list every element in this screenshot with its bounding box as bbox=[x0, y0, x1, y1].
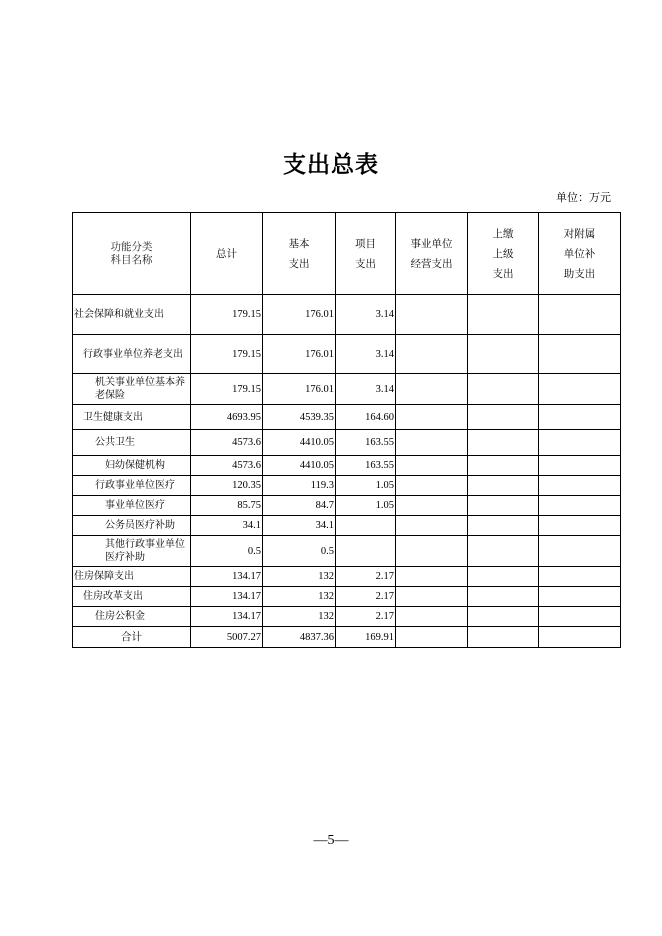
row-project: 3.14 bbox=[336, 374, 396, 405]
total-business bbox=[396, 627, 468, 648]
row-upper bbox=[468, 607, 539, 627]
row-total: 179.15 bbox=[191, 335, 263, 374]
row-business bbox=[396, 405, 468, 430]
row-business bbox=[396, 516, 468, 536]
expenditure-table bbox=[72, 212, 621, 648]
table-row bbox=[73, 405, 621, 430]
row-business bbox=[396, 335, 468, 374]
row-total: 179.15 bbox=[191, 295, 263, 335]
table-row bbox=[73, 567, 621, 587]
header-row bbox=[73, 213, 621, 295]
row-upper bbox=[468, 536, 539, 567]
header-business: 事业单位 经营支出 bbox=[396, 213, 468, 295]
row-upper bbox=[468, 567, 539, 587]
row-basic: 84.7 bbox=[263, 496, 336, 516]
row-total: 134.17 bbox=[191, 607, 263, 627]
row-basic: 176.01 bbox=[263, 295, 336, 335]
row-upper bbox=[468, 374, 539, 405]
row-business bbox=[396, 430, 468, 456]
row-business bbox=[396, 567, 468, 587]
row-basic: 176.01 bbox=[263, 374, 336, 405]
page-number: —5— bbox=[313, 833, 349, 848]
table-row bbox=[73, 430, 621, 456]
row-upper bbox=[468, 496, 539, 516]
row-project: 3.14 bbox=[336, 295, 396, 335]
row-total: 34.1 bbox=[191, 516, 263, 536]
row-basic: 132 bbox=[263, 587, 336, 607]
row-subsidy bbox=[539, 516, 621, 536]
total-label: 合计 bbox=[73, 627, 191, 648]
unit-label: 单位：万元 bbox=[556, 191, 611, 204]
row-subsidy bbox=[539, 536, 621, 567]
row-project: 164.60 bbox=[336, 405, 396, 430]
total-row bbox=[73, 627, 621, 648]
row-name: 住房改革支出 bbox=[73, 587, 191, 607]
row-name: 住房保障支出 bbox=[73, 567, 191, 587]
table-row bbox=[73, 335, 621, 374]
row-basic: 132 bbox=[263, 607, 336, 627]
total-basic: 4837.36 bbox=[263, 627, 336, 648]
row-subsidy bbox=[539, 496, 621, 516]
row-upper bbox=[468, 456, 539, 476]
row-name: 事业单位医疗 bbox=[73, 496, 191, 516]
row-basic: 34.1 bbox=[263, 516, 336, 536]
row-business bbox=[396, 476, 468, 496]
row-subsidy bbox=[539, 405, 621, 430]
row-name: 其他行政事业单位医疗补助 bbox=[73, 536, 191, 567]
total-sum: 5007.27 bbox=[191, 627, 263, 648]
row-upper bbox=[468, 476, 539, 496]
header-total: 总计 bbox=[191, 213, 263, 295]
header-subsidy: 对附属 单位补 助支出 bbox=[539, 213, 621, 295]
row-name: 住房公积金 bbox=[73, 607, 191, 627]
table-row bbox=[73, 587, 621, 607]
row-upper bbox=[468, 430, 539, 456]
row-upper bbox=[468, 405, 539, 430]
total-subsidy bbox=[539, 627, 621, 648]
row-project: 1.05 bbox=[336, 496, 396, 516]
row-basic: 176.01 bbox=[263, 335, 336, 374]
row-subsidy bbox=[539, 607, 621, 627]
row-project bbox=[336, 536, 396, 567]
row-project: 163.55 bbox=[336, 456, 396, 476]
row-business bbox=[396, 536, 468, 567]
row-business bbox=[396, 496, 468, 516]
row-subsidy bbox=[539, 476, 621, 496]
row-name: 机关事业单位基本养老保险 bbox=[73, 374, 191, 405]
row-project: 2.17 bbox=[336, 587, 396, 607]
row-subsidy bbox=[539, 374, 621, 405]
row-basic: 132 bbox=[263, 567, 336, 587]
row-total: 179.15 bbox=[191, 374, 263, 405]
header-upper: 上缴 上级 支出 bbox=[468, 213, 539, 295]
row-total: 85.75 bbox=[191, 496, 263, 516]
table-row bbox=[73, 295, 621, 335]
header-basic: 基本 支出 bbox=[263, 213, 336, 295]
row-total: 4573.6 bbox=[191, 456, 263, 476]
row-subsidy bbox=[539, 567, 621, 587]
header-name: 功能分类 科目名称 bbox=[73, 213, 191, 295]
page-title: 支出总表 bbox=[283, 151, 379, 178]
row-basic: 4539.35 bbox=[263, 405, 336, 430]
row-total: 0.5 bbox=[191, 536, 263, 567]
row-name: 妇幼保健机构 bbox=[73, 456, 191, 476]
row-project: 163.55 bbox=[336, 430, 396, 456]
row-subsidy bbox=[539, 587, 621, 607]
row-basic: 119.3 bbox=[263, 476, 336, 496]
row-name: 公共卫生 bbox=[73, 430, 191, 456]
table-row bbox=[73, 476, 621, 496]
row-total: 120.35 bbox=[191, 476, 263, 496]
row-project bbox=[336, 516, 396, 536]
table-row bbox=[73, 374, 621, 405]
row-project: 3.14 bbox=[336, 335, 396, 374]
row-total: 134.17 bbox=[191, 587, 263, 607]
header-project: 项目 支出 bbox=[336, 213, 396, 295]
row-business bbox=[396, 295, 468, 335]
row-basic: 0.5 bbox=[263, 536, 336, 567]
row-subsidy bbox=[539, 456, 621, 476]
total-upper bbox=[468, 627, 539, 648]
table-row bbox=[73, 496, 621, 516]
table-row bbox=[73, 516, 621, 536]
row-business bbox=[396, 374, 468, 405]
row-business bbox=[396, 587, 468, 607]
total-project: 169.91 bbox=[336, 627, 396, 648]
row-total: 134.17 bbox=[191, 567, 263, 587]
row-total: 4693.95 bbox=[191, 405, 263, 430]
row-upper bbox=[468, 335, 539, 374]
row-subsidy bbox=[539, 295, 621, 335]
row-subsidy bbox=[539, 335, 621, 374]
row-name: 行政事业单位医疗 bbox=[73, 476, 191, 496]
row-basic: 4410.05 bbox=[263, 430, 336, 456]
row-total: 4573.6 bbox=[191, 430, 263, 456]
row-upper bbox=[468, 516, 539, 536]
row-name: 公务员医疗补助 bbox=[73, 516, 191, 536]
row-basic: 4410.05 bbox=[263, 456, 336, 476]
row-upper bbox=[468, 295, 539, 335]
table-row bbox=[73, 536, 621, 567]
row-subsidy bbox=[539, 430, 621, 456]
table-row bbox=[73, 456, 621, 476]
row-project: 2.17 bbox=[336, 607, 396, 627]
row-upper bbox=[468, 587, 539, 607]
table-row bbox=[73, 607, 621, 627]
row-name: 卫生健康支出 bbox=[73, 405, 191, 430]
row-project: 1.05 bbox=[336, 476, 396, 496]
row-name: 社会保障和就业支出 bbox=[73, 295, 191, 335]
row-business bbox=[396, 607, 468, 627]
row-project: 2.17 bbox=[336, 567, 396, 587]
row-business bbox=[396, 456, 468, 476]
row-name: 行政事业单位养老支出 bbox=[73, 335, 191, 374]
